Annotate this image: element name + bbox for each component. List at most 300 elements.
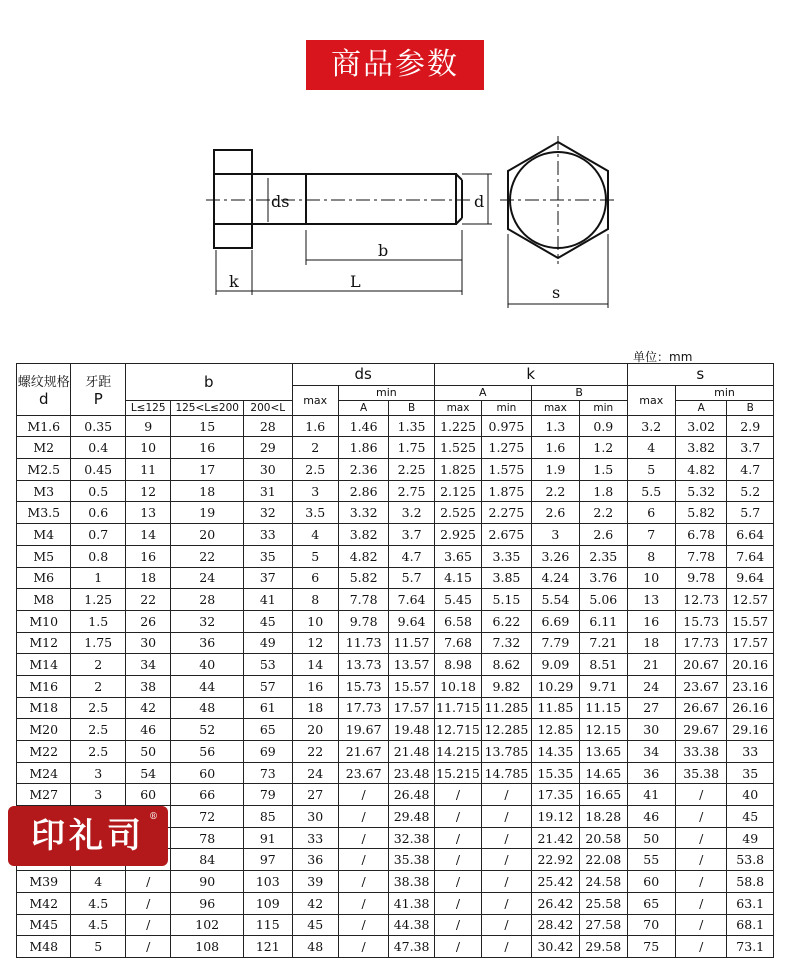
unit-label: 单位：mm [633,350,693,364]
label-ds: ds [271,192,290,211]
table-row [17,610,774,632]
table-cell: 32.38 [389,827,434,849]
table-cell: 61 [244,697,292,719]
table-cell: 0.4 [71,437,125,459]
table-cell: M2.5 [17,459,71,481]
table-cell: 15.57 [389,675,434,697]
table-cell: 33 [292,827,338,849]
table-cell: 5.15 [482,589,531,611]
table-cell: 17.73 [675,632,726,654]
table-cell: 54 [125,762,170,784]
table-cell: 3.76 [580,567,627,589]
header-k-A-max: max [434,400,481,415]
table-cell: 17.73 [338,697,388,719]
table-cell: M18 [17,697,71,719]
table-cell: 9.71 [580,675,627,697]
table-cell: 24 [292,762,338,784]
table-cell: 5.45 [434,589,481,611]
table-cell: 103 [244,871,292,893]
table-cell: / [482,892,531,914]
table-cell: 52 [171,719,244,741]
table-cell: M4 [17,524,71,546]
table-cell: / [482,827,531,849]
table-cell: / [434,784,481,806]
table-cell: / [125,871,170,893]
table-cell: 20.16 [727,654,774,676]
table-cell: 1 [71,567,125,589]
brand-stamp-logo: 印礼司 ® [8,806,168,866]
table-cell: 35 [727,762,774,784]
table-cell: 1.2 [580,437,627,459]
table-cell: 2.675 [482,524,531,546]
table-cell: 73 [244,762,292,784]
table-cell: 75 [627,936,675,958]
table-cell: / [125,936,170,958]
table-cell: 1.5 [71,610,125,632]
table-cell: 47.38 [389,936,434,958]
table-cell: 6 [627,502,675,524]
table-cell: 35.38 [675,762,726,784]
table-cell: 8.98 [434,654,481,676]
table-cell: 91 [244,827,292,849]
table-cell: 2.2 [531,480,579,502]
table-cell: 8 [627,545,675,567]
table-cell: 8 [292,589,338,611]
table-cell: 3.82 [675,437,726,459]
table-cell: 1.6 [531,437,579,459]
table-cell: 60 [171,762,244,784]
table-cell: 90 [171,871,244,893]
table-cell: 97 [244,849,292,871]
table-cell: 18 [627,632,675,654]
header-b1: L≤125 [125,400,170,415]
table-cell: 2.275 [482,502,531,524]
table-cell: 2.925 [434,524,481,546]
table-cell: 33 [727,741,774,763]
table-cell: 1.275 [482,437,531,459]
table-cell: 3 [531,524,579,546]
table-cell: 20 [171,524,244,546]
table-cell: / [434,849,481,871]
table-cell: / [675,827,726,849]
table-cell: 3 [71,762,125,784]
table-cell: 31 [244,480,292,502]
table-cell: 8.62 [482,654,531,676]
table-cell: 14.215 [434,741,481,763]
table-cell: 30.42 [531,936,579,958]
table-cell: / [482,806,531,828]
table-cell: M39 [17,871,71,893]
table-cell: 10.29 [531,675,579,697]
table-cell: / [434,892,481,914]
table-cell: M6 [17,567,71,589]
table-cell: 65 [627,892,675,914]
table-cell: / [482,849,531,871]
table-cell: 7.79 [531,632,579,654]
label-L: L [350,272,361,291]
table-cell: 27 [292,784,338,806]
table-cell: 12.57 [727,589,774,611]
table-cell: 25.42 [531,871,579,893]
table-cell: 68.1 [727,914,774,936]
table-cell: 50 [627,827,675,849]
table-cell: 36 [627,762,675,784]
table-cell: 12.285 [482,719,531,741]
table-cell: 57 [244,675,292,697]
table-cell: 66 [171,784,244,806]
table-cell: 79 [244,784,292,806]
table-cell: 1.875 [482,480,531,502]
table-cell: / [125,892,170,914]
table-cell: 9.64 [727,567,774,589]
table-cell: 22 [171,545,244,567]
table-cell: 11.285 [482,697,531,719]
table-cell: M48 [17,936,71,958]
table-cell: 35.38 [389,849,434,871]
table-cell: 5.82 [675,502,726,524]
table-cell: 5.7 [727,502,774,524]
table-cell: 21.67 [338,741,388,763]
table-cell: M42 [17,892,71,914]
table-cell: / [338,806,388,828]
table-row [17,437,774,459]
table-cell: 10 [627,567,675,589]
table-cell: 15.73 [338,675,388,697]
table-cell: 16 [171,437,244,459]
header-spec: 螺纹规格 d [17,364,71,416]
table-cell: 5 [71,936,125,958]
table-cell: 0.45 [71,459,125,481]
table-cell: 21.48 [389,741,434,763]
table-cell: 14.35 [531,741,579,763]
table-cell: 14 [292,654,338,676]
table-cell: M10 [17,610,71,632]
table-cell: 11.85 [531,697,579,719]
table-cell: 3.7 [389,524,434,546]
table-cell: 4.7 [389,545,434,567]
table-cell: M8 [17,589,71,611]
table-cell: 15.57 [727,610,774,632]
table-cell: / [675,806,726,828]
table-cell: M16 [17,675,71,697]
header-k: k [434,364,627,386]
table-cell: 24 [171,567,244,589]
table-row [17,459,774,481]
table-cell: 1.525 [434,437,481,459]
table-cell: M12 [17,632,71,654]
page-title-banner: 商品参数 [306,40,484,90]
table-cell: / [434,914,481,936]
table-cell: 12.73 [675,589,726,611]
table-cell: 13.785 [482,741,531,763]
table-cell: 4 [71,871,125,893]
table-cell: 60 [125,784,170,806]
table-cell: 8.51 [580,654,627,676]
table-cell: 3 [71,784,125,806]
table-cell: 32 [244,502,292,524]
table-cell: 3.26 [531,545,579,567]
table-cell: / [675,892,726,914]
table-cell: 2.25 [389,459,434,481]
table-cell: / [338,936,388,958]
table-cell: 7.21 [580,632,627,654]
table-cell: 42 [125,697,170,719]
table-cell: 12.85 [531,719,579,741]
table-cell: 0.975 [482,415,531,437]
table-cell: 26.42 [531,892,579,914]
table-cell: M1.6 [17,415,71,437]
header-pitch: 牙距 P [71,364,125,416]
table-cell: 36 [171,632,244,654]
table-cell: 44.38 [389,914,434,936]
table-cell: 2.75 [389,480,434,502]
header-k-A-min: min [482,400,531,415]
table-cell: 28 [171,589,244,611]
table-cell: 96 [171,892,244,914]
table-cell: 17.57 [727,632,774,654]
table-cell: / [675,849,726,871]
table-cell: 7 [627,524,675,546]
table-cell: / [482,871,531,893]
table-cell: 4 [627,437,675,459]
table-cell: 1.25 [71,589,125,611]
header-s: s [627,364,773,386]
table-cell: 19 [171,502,244,524]
table-cell: 2.5 [71,697,125,719]
table-cell: 35 [244,545,292,567]
table-cell: 29.58 [580,936,627,958]
table-cell: 13.73 [338,654,388,676]
table-cell: 16.65 [580,784,627,806]
table-cell: 9.82 [482,675,531,697]
table-cell: 3.35 [482,545,531,567]
header-k-B-min: min [580,400,627,415]
table-cell: 7.68 [434,632,481,654]
table-cell: 1.6 [292,415,338,437]
header-ds-min-A: A [338,400,388,415]
table-cell: 58.8 [727,871,774,893]
table-cell: 0.9 [580,415,627,437]
table-cell: 3.32 [338,502,388,524]
table-cell: 26.67 [675,697,726,719]
table-cell: 4.5 [71,892,125,914]
table-row [17,784,774,806]
table-cell: 3.85 [482,567,531,589]
header-b2: 125<L≤200 [171,400,244,415]
table-cell: / [338,892,388,914]
table-cell: 69 [244,741,292,763]
table-cell: M20 [17,719,71,741]
table-cell: 0.6 [71,502,125,524]
table-row [17,936,774,958]
table-cell: 20.58 [580,827,627,849]
table-cell: 6.78 [675,524,726,546]
table-cell: 9.09 [531,654,579,676]
table-cell: 2.5 [71,719,125,741]
table-cell: 5.06 [580,589,627,611]
table-cell: 5 [292,545,338,567]
table-cell: 22 [125,589,170,611]
label-b: b [378,241,389,260]
table-cell: 23.67 [675,675,726,697]
header-b3: 200<L [244,400,292,415]
table-cell: 30 [292,806,338,828]
table-cell: 0.35 [71,415,125,437]
table-row [17,632,774,654]
table-cell: 2.35 [580,545,627,567]
table-cell: 15 [171,415,244,437]
table-cell: 12 [292,632,338,654]
table-cell: / [675,784,726,806]
table-cell: 28 [244,415,292,437]
table-cell: 85 [244,806,292,828]
table-cell: 16 [627,610,675,632]
table-cell: 40 [727,784,774,806]
table-cell: / [482,784,531,806]
table-cell: 12.715 [434,719,481,741]
table-cell: 21 [627,654,675,676]
table-row [17,914,774,936]
table-cell: 70 [627,914,675,936]
table-cell: M45 [17,914,71,936]
bolt-diagram [0,130,790,320]
table-cell: 3.82 [338,524,388,546]
table-cell: 121 [244,936,292,958]
table-cell: 34 [125,654,170,676]
table-cell: 18 [292,697,338,719]
table-cell: / [434,827,481,849]
spec-table [16,363,774,958]
table-cell: 2 [71,675,125,697]
table-cell: 23.67 [338,762,388,784]
table-cell: 4 [292,524,338,546]
header-ds-min-B: B [389,400,434,415]
table-cell: 3.65 [434,545,481,567]
table-cell: 6 [292,567,338,589]
table-cell: M27 [17,784,71,806]
table-row [17,762,774,784]
table-cell: 2 [292,437,338,459]
table-cell: 5.54 [531,589,579,611]
table-cell: 41.38 [389,892,434,914]
table-cell: 72 [171,806,244,828]
table-cell: 26.16 [727,697,774,719]
table-cell: 24 [627,675,675,697]
table-cell: 29.67 [675,719,726,741]
table-cell: / [675,936,726,958]
table-cell: 3 [292,480,338,502]
header-s-min-A: A [675,400,726,415]
table-cell: 44 [171,675,244,697]
table-cell: 5.32 [675,480,726,502]
table-cell: 42 [292,892,338,914]
table-cell: 45 [292,914,338,936]
table-cell: 27 [627,697,675,719]
table-cell: 0.8 [71,545,125,567]
table-cell: M3.5 [17,502,71,524]
table-cell: 23.48 [389,762,434,784]
header-s-max: max [627,385,675,415]
table-cell: 1.9 [531,459,579,481]
table-cell: 11.73 [338,632,388,654]
table-cell: 78 [171,827,244,849]
table-cell: 18.28 [580,806,627,828]
table-row [17,654,774,676]
table-cell: / [482,936,531,958]
table-cell: 2.36 [338,459,388,481]
table-cell: M24 [17,762,71,784]
table-cell: 53 [244,654,292,676]
table-cell: 4.82 [338,545,388,567]
table-cell: 6.64 [727,524,774,546]
table-row [17,480,774,502]
table-cell: / [338,784,388,806]
table-cell: 38.38 [389,871,434,893]
table-cell: / [338,914,388,936]
table-cell: 6.69 [531,610,579,632]
label-k: k [229,272,239,291]
table-cell: 1.86 [338,437,388,459]
table-cell: 7.78 [338,589,388,611]
table-cell: 7.64 [727,545,774,567]
table-cell: 0.5 [71,480,125,502]
table-cell: 2.2 [580,502,627,524]
table-cell: 22 [292,741,338,763]
table-row [17,892,774,914]
table-cell: 22.92 [531,849,579,871]
table-cell: 37 [244,567,292,589]
table-cell: 40 [171,654,244,676]
header-k-B: B [531,385,627,400]
table-cell: 5.82 [338,567,388,589]
header-s-min: min [675,385,773,400]
table-row [17,545,774,567]
table-cell: 15.73 [675,610,726,632]
table-cell: / [675,871,726,893]
table-cell: 29 [244,437,292,459]
table-cell: 10.18 [434,675,481,697]
table-cell: 14.65 [580,762,627,784]
header-ds-max: max [292,385,338,415]
table-cell: 9.78 [675,567,726,589]
table-cell: 30 [125,632,170,654]
table-cell: 56 [171,741,244,763]
table-cell: 2.6 [531,502,579,524]
table-cell: / [434,936,481,958]
table-cell: 10 [125,437,170,459]
table-cell: M22 [17,741,71,763]
table-cell: 9 [125,415,170,437]
table-cell: 48 [292,936,338,958]
table-cell: 13.57 [389,654,434,676]
table-cell: 5.5 [627,480,675,502]
table-cell: 20.67 [675,654,726,676]
header-ds-min: min [338,385,434,400]
table-cell: 73.1 [727,936,774,958]
table-cell: / [338,871,388,893]
table-cell: 33 [244,524,292,546]
table-cell: 2.525 [434,502,481,524]
table-cell: 29.16 [727,719,774,741]
table-cell: 2.6 [580,524,627,546]
table-cell: 29.48 [389,806,434,828]
header-ds: ds [292,364,434,386]
table-cell: 30 [627,719,675,741]
table-cell: 18 [171,480,244,502]
table-cell: / [482,914,531,936]
table-cell: 15.35 [531,762,579,784]
bolt-head-shape [214,150,252,248]
